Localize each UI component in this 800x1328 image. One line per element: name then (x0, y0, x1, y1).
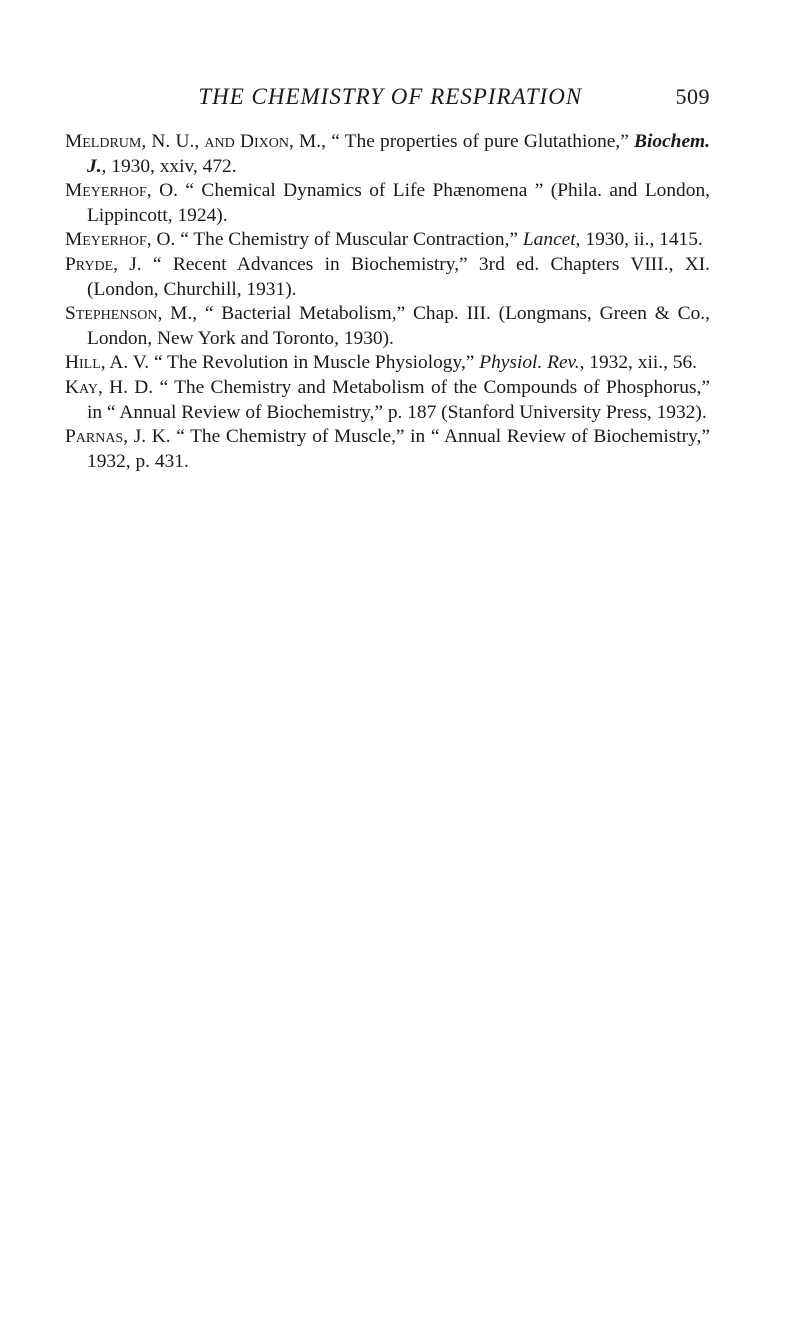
reference-author: Stephenson, M., (65, 303, 198, 325)
running-title: THE CHEMISTRY OF RESPIRATION (198, 84, 583, 109)
reference-entry (65, 425, 710, 474)
reference-title: “ Bacterial Metabolism,” Chap. III. (Longmans, Green & Co., London, New York and Toronto, 1930). (87, 303, 710, 349)
reference-entry (65, 302, 710, 351)
running-head (65, 84, 710, 116)
reference-title: “ The Revolution in Muscle Physiology,” (149, 352, 480, 374)
reference-author: Kay, H. D. (65, 376, 154, 398)
reference-title: “ The properties of pure Glutathione,” (325, 131, 635, 152)
reference-journal: Lancet (522, 229, 576, 251)
reference-list (65, 130, 710, 474)
reference-journal: Biochem. J. (87, 131, 710, 177)
reference-entry (65, 253, 710, 302)
reference-title: “ The Chemistry of Muscular Contraction,” (175, 229, 523, 251)
reference-entry (65, 376, 710, 425)
reference-journal: Physiol. Rev. (479, 352, 580, 374)
reference-title: “ Recent Advances in Biochemistry,” 3rd ed. Chapters VIII., XI. (London, Churchill, 1931). (87, 253, 711, 300)
reference-author: Pryde, J. (65, 253, 142, 275)
reference-entry (65, 179, 710, 228)
reference-author: Meyerhof, O. (65, 229, 176, 251)
reference-author: Parnas, J. K. (65, 426, 171, 448)
reference-entry (65, 130, 710, 179)
reference-author: Meyerhof, O. (65, 180, 178, 202)
reference-details: , 1930, xxiv, 472. (101, 155, 237, 177)
reference-title: “ Chemical Dynamics of Life Phænomena ” (Phila. and London, Lippincott, 1924). (87, 180, 710, 226)
reference-entry (65, 228, 710, 253)
reference-details: , 1930, ii., 1415. (575, 229, 703, 251)
reference-title: “ The Chemistry and Metabolism of the Compounds of Phosphorus,” in “ Annual Review of Biochemistry,” p. 187 (Stanford University Press, 1932). (87, 376, 710, 423)
reference-entry (65, 351, 710, 376)
reference-details: , 1932, xii., 56. (579, 352, 698, 374)
reference-author: Hill, A. V. (65, 352, 150, 374)
reference-author: Meldrum, N. U., and Dixon, M., (65, 131, 326, 152)
page-number: 509 (675, 84, 710, 109)
reference-title: “ The Chemistry of Muscle,” in “ Annual Review of Biochemistry,” 1932, p. 431. (87, 426, 710, 472)
